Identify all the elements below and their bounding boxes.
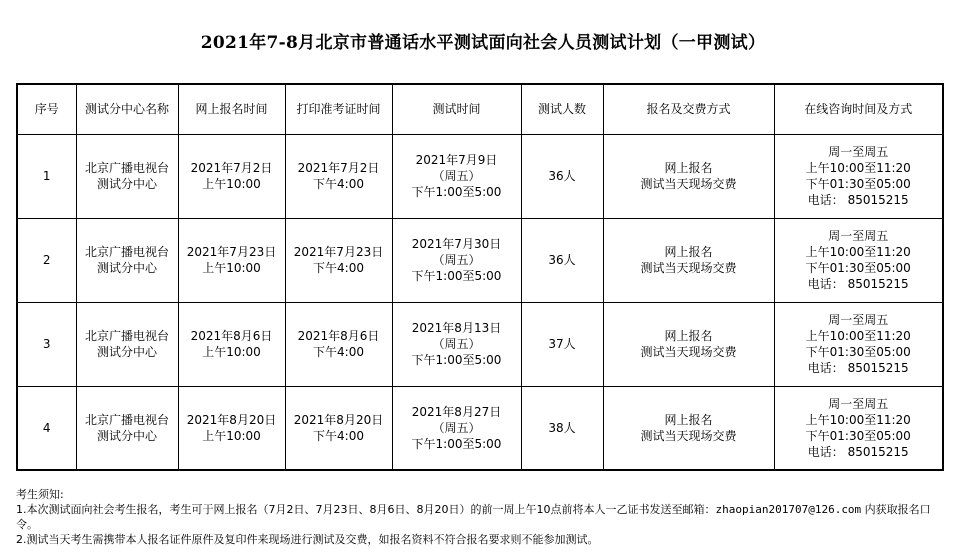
email-address: zhaopian20170​7@126.com — [715, 503, 862, 516]
cell-test-time: 2021年7月30日 （周五） 下午1:00至5:00 — [392, 218, 521, 302]
cell-consult: 周一至周五 上午10:00至11:20 下午01:30至05:00 电话： 85015215 — [774, 218, 943, 302]
header-print: 打印准考证时间 — [285, 84, 392, 134]
cell-no: 2 — [17, 218, 76, 302]
header-consult: 在线咨询时间及方式 — [774, 84, 943, 134]
cell-pay: 网上报名 测试当天现场交费 — [603, 302, 774, 386]
table-row — [17, 302, 943, 386]
cell-count: 38人 — [521, 386, 603, 470]
cell-center: 北京广播电视台 测试分中心 — [76, 218, 178, 302]
cell-test-time: 2021年8月13日 （周五） 下午1:00至5:00 — [392, 302, 521, 386]
cell-pay: 网上报名 测试当天现场交费 — [603, 134, 774, 218]
note-item-1: 1.本次测试面向社会考生报名，考生可于网上报名（7月2日、7月23日、8月6日、8月20日）的前一周上午10点前将本人一乙证书发送至邮箱：zhaopian20170​7@126.com 内获取报名口令。 — [16, 503, 931, 531]
cell-print: 2021年8月6日 下午4:00 — [285, 302, 392, 386]
table-header-row — [17, 84, 943, 134]
cell-no: 4 — [17, 386, 76, 470]
cell-register: 2021年8月6日 上午10:00 — [178, 302, 285, 386]
cell-test-time: 2021年8月27日 （周五） 下午1:00至5:00 — [392, 386, 521, 470]
note-item-2: 2.测试当天考生需携带本人报名证件原件及复印件来现场进行测试及交费，如报名资料不符合报名要求则不能参加测试。 — [16, 533, 599, 546]
cell-no: 3 — [17, 302, 76, 386]
cell-register: 2021年7月23日 上午10:00 — [178, 218, 285, 302]
cell-count: 37人 — [521, 302, 603, 386]
cell-count: 36人 — [521, 134, 603, 218]
cell-consult: 周一至周五 上午10:00至11:20 下午01:30至05:00 电话： 85015215 — [774, 386, 943, 470]
header-center: 测试分中心名称 — [76, 84, 178, 134]
header-no: 序号 — [17, 84, 76, 134]
cell-register: 2021年7月2日 上午10:00 — [178, 134, 285, 218]
cell-print: 2021年7月23日 下午4:00 — [285, 218, 392, 302]
cell-print: 2021年7月2日 下午4:00 — [285, 134, 392, 218]
test-plan-table — [16, 83, 944, 471]
cell-center: 北京广播电视台 测试分中心 — [76, 134, 178, 218]
cell-center: 北京广播电视台 测试分中心 — [76, 302, 178, 386]
cell-consult: 周一至周五 上午10:00至11:20 下午01:30至05:00 电话： 85015215 — [774, 134, 943, 218]
cell-test-time: 2021年7月9日 （周五） 下午1:00至5:00 — [392, 134, 521, 218]
table-row — [17, 134, 943, 218]
notes-heading: 考生须知: — [16, 488, 64, 501]
header-count: 测试人数 — [521, 84, 603, 134]
cell-pay: 网上报名 测试当天现场交费 — [603, 218, 774, 302]
cell-center: 北京广播电视台 测试分中心 — [76, 386, 178, 470]
cell-no: 1 — [17, 134, 76, 218]
header-register: 网上报名时间 — [178, 84, 285, 134]
cell-register: 2021年8月20日 上午10:00 — [178, 386, 285, 470]
cell-consult: 周一至周五 上午10:00至11:20 下午01:30至05:00 电话： 85015215 — [774, 302, 943, 386]
page-title: 2021年7-8月北京市普通话水平测试面向社会人员测试计划（一甲测试） — [200, 33, 766, 53]
table-row — [17, 218, 943, 302]
header-pay: 报名及交费方式 — [603, 84, 774, 134]
cell-pay: 网上报名 测试当天现场交费 — [603, 386, 774, 470]
table-row — [17, 386, 943, 470]
header-test-time: 测试时间 — [392, 84, 521, 134]
notes-section — [16, 487, 951, 547]
cell-count: 36人 — [521, 218, 603, 302]
cell-print: 2021年8月20日 下午4:00 — [285, 386, 392, 470]
